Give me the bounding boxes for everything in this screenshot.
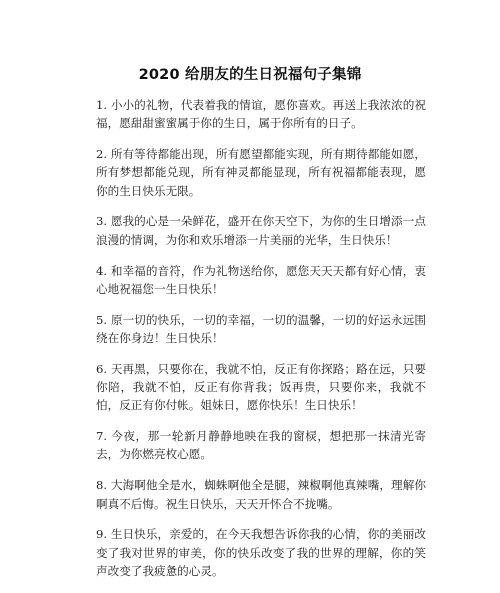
paragraph-1: 1. 小小的礼物，代表着我的情谊，愿你喜欢。再送上我浓浓的祝福，愿甜甜蜜蜜属于你的生日，属于你所有的日子。 xyxy=(96,98,426,131)
document-body xyxy=(96,96,426,593)
paragraph-6: 6. 天再黑，只要你在，我就不怕，反正有你探路；路在远，只要你陪，我就不怕，反正有你背我；饭再贵，只要你来，我就不怕，反正有你付帐。姐妹日，愿你快乐！生日快乐！ xyxy=(96,361,426,413)
paragraph-8: 8. 大海啊他全是水，蜘蛛啊他全是腿，辣椒啊他真辣嘴，理解你啊真不后悔。祝生日快乐，天天开怀合不拢嘴。 xyxy=(96,478,426,511)
paragraph-3: 3. 愿我的心是一朵鲜花，盛开在你天空下，为你的生日增添一点浪漫的情调，为你和欢乐增添一片美丽的光华，生日快乐！ xyxy=(96,214,426,247)
paragraph-9: 9. 生日快乐，亲爱的，在今天我想告诉你我的心情，你的美丽改变了我对世界的审美，你的快乐改变了我的世界的理解，你的笑声改变了我疲惫的心灵。 xyxy=(96,527,426,578)
paragraph-2: 2. 所有等待都能出现，所有愿望都能实现，所有期待都能如愿，所有梦想都能兑现，所有神灵都能显现，所有祝福都能表现，愿你的生日快乐无限。 xyxy=(96,147,426,198)
document-title: 2020 给朋友的生日祝福句子集锦 xyxy=(138,67,362,83)
paragraph-7: 7. 今夜，那一轮新月静静地映在我的窗棂，想把那一抹清光寄去，为你燃亮枚心愿。 xyxy=(96,429,426,462)
paragraph-5: 5. 原一切的快乐，一切的幸福，一切的温馨，一切的好运永远围绕在你身边！生日快乐！ xyxy=(96,312,426,345)
paragraph-4: 4. 和幸福的音符，作为礼物送给你，愿您天天天都有好心情，衷心地祝福您一生日快乐！ xyxy=(96,263,426,296)
